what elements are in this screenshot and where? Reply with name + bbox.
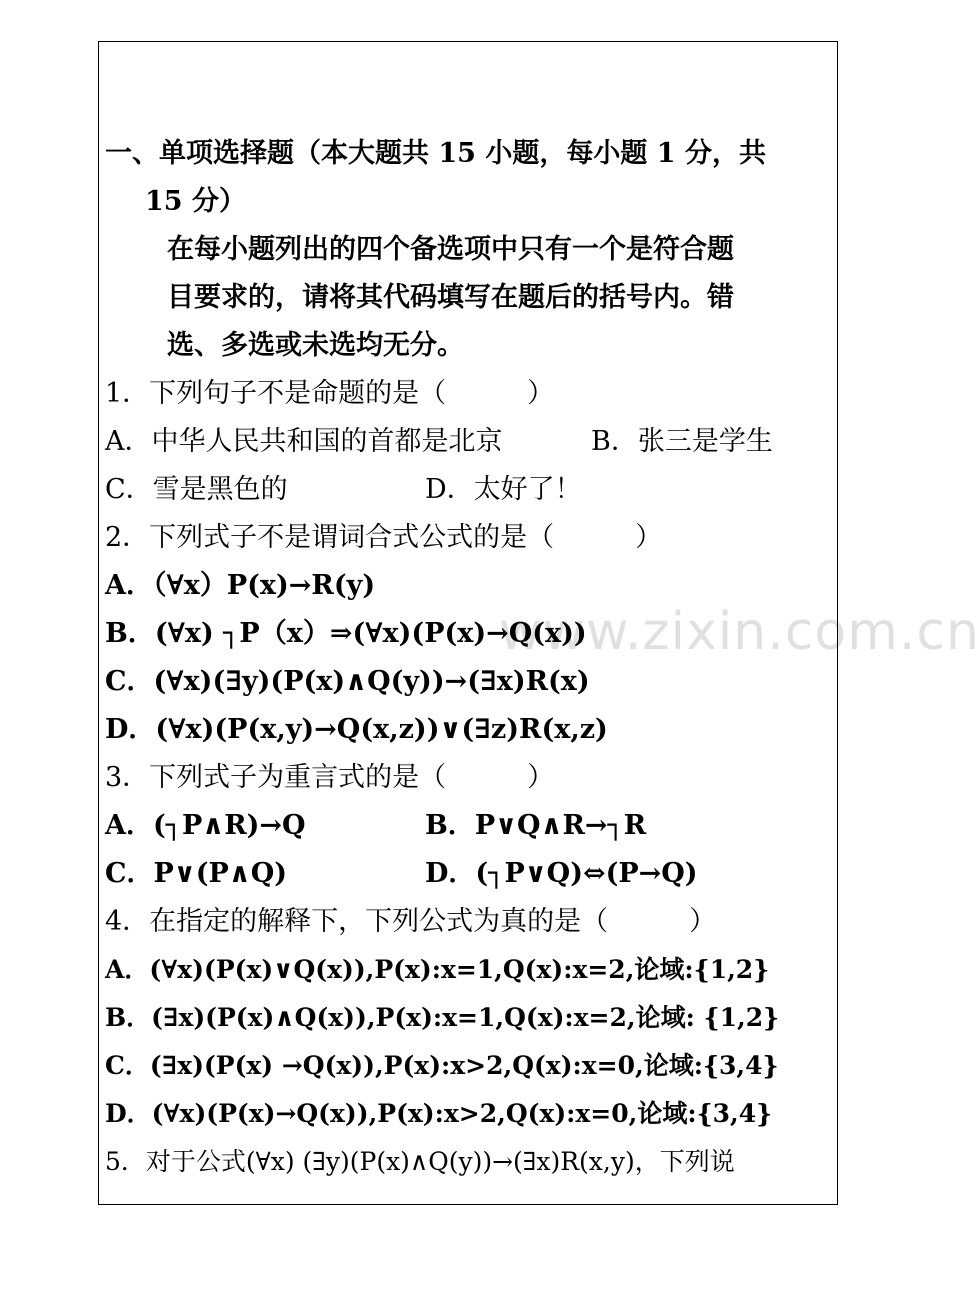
option-b: B．(∃x)(P(x)∧Q(x)),P(x):x=1,Q(x):x=2,论域: {1,2} [105, 1003, 780, 1032]
option-row [105, 850, 833, 898]
question-stem: 1．下列句子不是命题的是（ ） [105, 378, 555, 409]
watermark-text: www.zixin.com.cn [499, 602, 980, 662]
section-heading: 一、单项选择题（本大题共 15 小题，每小题 1 分，共 [105, 138, 766, 169]
question-stem: 5．对于公式(∀x) (∃y)(P(x)∧Q(y))→(∃x)R(x,y)，下列说 [105, 1147, 735, 1176]
option-d: D．(∀x)(P(x,y)→Q(x,z))∨(∃z)R(x,z) [105, 714, 608, 745]
option-row [105, 418, 833, 466]
option-b: B．(∀x) ┐P（x）⇒(∀x)(P(x)→Q(x)) [105, 618, 587, 649]
question-stem: 4．在指定的解释下，下列公式为真的是（ ） [105, 906, 717, 937]
option-row [105, 802, 833, 850]
instruction-line: 选、多选或未选均无分。 [167, 330, 464, 361]
option-c: C．P∨(P∧Q) [105, 858, 288, 889]
option-row [105, 466, 833, 514]
option-d: D．(∀x)(P(x)→Q(x)),P(x):x>2,Q(x):x=0,论域:{3,4} [105, 1099, 773, 1128]
option-a: A．(┐P∧R)→Q [105, 810, 306, 841]
instruction-line: 在每小题列出的四个备选项中只有一个是符合题 [167, 234, 734, 265]
question-stem: 3．下列式子为重言式的是（ ） [105, 762, 555, 793]
question-stem: 2．下列式子不是谓词合式公式的是（ ） [105, 522, 663, 553]
option-a: A．（∀x）P(x)→R(y) [105, 570, 376, 601]
option-d: D．(┐P∨Q)⇔(P→Q) [425, 858, 698, 889]
instruction-line: 目要求的，请将其代码填写在题后的括号内。错 [167, 282, 734, 313]
document-frame [98, 41, 980, 1205]
option-d: D．太好了！ [425, 474, 582, 505]
section-heading-cont: 15 分） [145, 186, 246, 217]
option-c: C．(∃x)(P(x) →Q(x)),P(x):x>2,Q(x):x=0,论域:{3,4} [105, 1051, 779, 1080]
option-b: B．张三是学生 [591, 426, 773, 457]
option-b: B．P∨Q∧R→┐R [425, 810, 647, 841]
option-c: C．(∀x)(∃y)(P(x)∧Q(y))→(∃x)R(x) [105, 666, 590, 697]
option-a: A．(∀x)(P(x)∨Q(x)),P(x):x=1,Q(x):x=2,论域:{1,2} [105, 955, 770, 984]
option-a: A．中华人民共和国的首都是北京 [105, 426, 503, 457]
option-c: C．雪是黑色的 [105, 474, 288, 505]
